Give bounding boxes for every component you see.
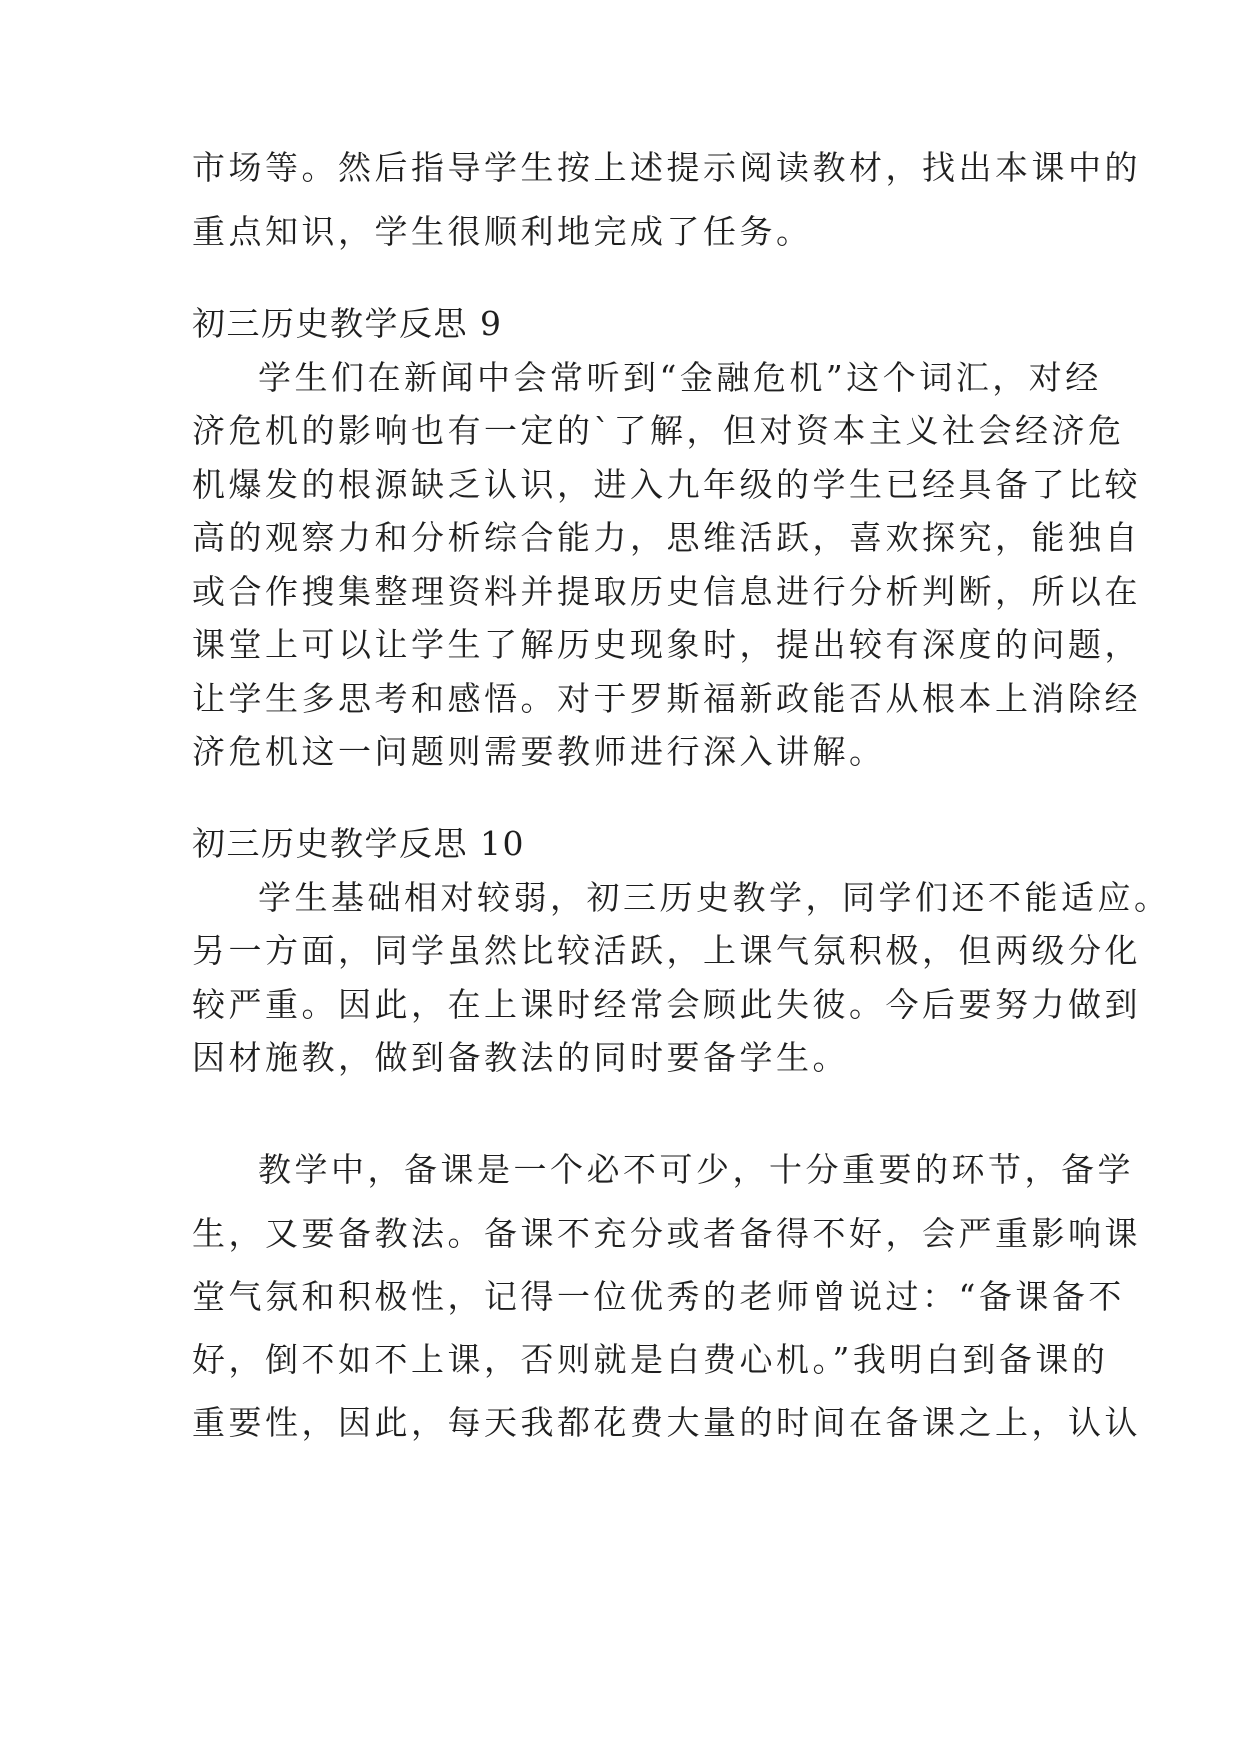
section-heading-10: 初三历史教学反思 10 xyxy=(192,824,525,863)
section-heading-9: 初三历史教学反思 9 xyxy=(192,304,503,343)
paragraph-line: 教学中，备课是一个必不可少，十分重要的环节，备学 xyxy=(258,1150,1134,1189)
paragraph-line: 因材施教，做到备教法的同时要备学生。 xyxy=(192,1038,849,1077)
paragraph-line: 课堂上可以让学生了解历史现象时，提出较有深度的问题， xyxy=(192,625,1141,664)
paragraph-line: 好，倒不如不上课，否则就是白费心机。”我明白到备课的 xyxy=(192,1340,1109,1379)
paragraph-line: 堂气氛和积极性，记得一位优秀的老师曾说过：“备课备不 xyxy=(192,1277,1125,1316)
paragraph-line: 高的观察力和分析综合能力，思维活跃，喜欢探究，能独自 xyxy=(192,518,1141,557)
paragraph-line: 或合作搜集整理资料并提取历史信息进行分析判断，所以在 xyxy=(192,572,1141,611)
paragraph-line: 另一方面，同学虽然比较活跃，上课气氛积极，但两级分化 xyxy=(192,931,1141,970)
paragraph-line: 让学生多思考和感悟。对于罗斯福新政能否从根本上消除经 xyxy=(192,679,1141,718)
paragraph-line: 济危机的影响也有一定的`了解，但对资本主义社会经济危 xyxy=(192,411,1125,450)
paragraph-line: 济危机这一问题则需要教师进行深入讲解。 xyxy=(192,732,886,771)
paragraph-line: 学生基础相对较弱，初三历史教学，同学们还不能适应。 xyxy=(258,878,1171,917)
paragraph-line: 学生们在新闻中会常听到“金融危机”这个词汇，对经 xyxy=(258,358,1102,397)
paragraph-line: 生，又要备教法。备课不充分或者备得不好，会严重影响课 xyxy=(192,1214,1141,1253)
paragraph-line: 市场等。然后指导学生按上述提示阅读教材，找出本课中的 xyxy=(192,148,1141,187)
paragraph-line: 较严重。因此，在上课时经常会顾此失彼。今后要努力做到 xyxy=(192,985,1141,1024)
paragraph-line: 重点知识，学生很顺利地完成了任务。 xyxy=(192,212,813,251)
paragraph-line: 重要性，因此，每天我都花费大量的时间在备课之上，认认 xyxy=(192,1403,1141,1442)
paragraph-line: 机爆发的根源缺乏认识，进入九年级的学生已经具备了比较 xyxy=(192,465,1141,504)
